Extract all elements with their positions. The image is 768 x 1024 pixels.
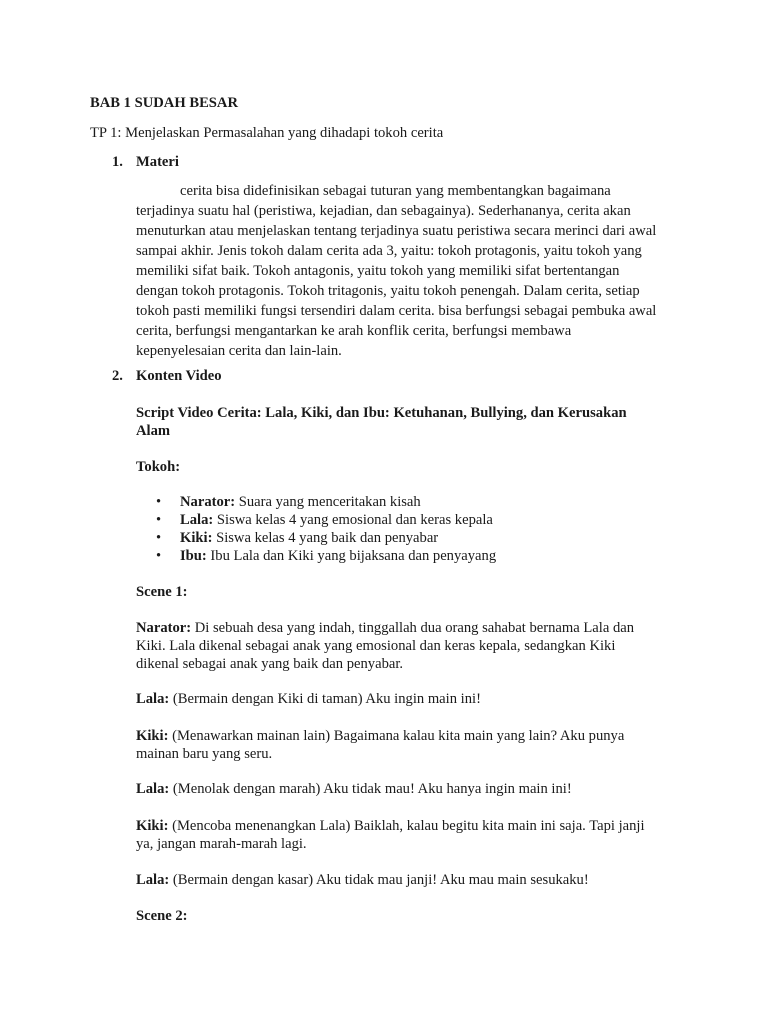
list-item [180,511,493,529]
section-2-title: Konten Video [136,368,222,384]
list-item [180,547,496,565]
script-title-line: Script Video Cerita: Lala, Kiki, dan Ibu: Ketuhanan, Bullying, dan Kerusakan [136,405,627,421]
scene-2-heading: Scene 2: [136,908,188,924]
dialogue-kiki [136,727,676,763]
dialogue-text: dikenal sebagai anak yang baik dan penyabar. [136,656,404,672]
paragraph-line: kepenyelesaian cerita dan lain-lain. [136,343,342,359]
speaker-name: Lala: [136,691,170,707]
script-title-line: Alam [136,423,171,439]
dialogue-text: (Mencoba menenangkan Lala) Baiklah, kalau begitu kita main ini saja. Tapi janji [168,818,645,834]
dialogue-text: Di sebuah desa yang indah, tinggallah dua orang sahabat bernama Lala dan [191,620,635,636]
speaker-name: Narator: [136,620,192,636]
paragraph-line: dengan tokoh protagonis. Tokoh tritagonis, yaitu tokoh penengah. Dalam cerita, setiap [136,283,640,299]
paragraph-line: memiliki sifat baik. Tokoh antagonis, yaitu tokoh yang memiliki sifat bertentangan [136,263,620,279]
bullet-icon: • [156,530,162,546]
dialogue-text: mainan baru yang seru. [136,746,273,762]
dialogue-text: ya, jangan marah-marah lagi. [136,836,307,852]
dialogue-text: (Bermain dengan kasar) Aku tidak mau janji! Aku mau main sesukaku! [169,872,589,888]
dialogue-text: Kiki. Lala dikenal sebagai anak yang emosional dan keras kepala, sedangkan Kiki [136,638,616,654]
speaker-name: Lala: [136,872,170,888]
tokoh-name: Kiki: [180,530,213,546]
learning-objective: TP 1: Menjelaskan Permasalahan yang dihadapi tokoh cerita [90,125,444,141]
speaker-name: Kiki: [136,728,169,744]
tokoh-desc: Siswa kelas 4 yang emosional dan keras kepala [213,512,493,528]
dialogue-text: (Bermain dengan Kiki di taman) Aku ingin main ini! [169,691,481,707]
tokoh-name: Ibu: [180,548,207,564]
bullet-icon: • [156,548,162,564]
dialogue-lala [136,690,676,708]
bullet-icon: • [156,494,162,510]
tokoh-name: Narator: [180,494,236,510]
dialogue-text: (Menawarkan mainan lain) Bagaimana kalau kita main yang lain? Aku punya [168,728,625,744]
dialogue-lala [136,780,676,798]
chapter-title: BAB 1 SUDAH BESAR [90,95,238,111]
tokoh-name: Lala: [180,512,214,528]
dialogue-text: (Menolak dengan marah) Aku tidak mau! Aku hanya ingin main ini! [169,781,572,797]
tokoh-desc: Suara yang menceritakan kisah [235,494,421,510]
scene-1-heading: Scene 1: [136,584,188,600]
tokoh-desc: Siswa kelas 4 yang baik dan penyabar [212,530,439,546]
dialogue-lala [136,871,676,889]
speaker-name: Kiki: [136,818,169,834]
list-item [180,493,421,511]
section-1-number: 1. [112,154,123,170]
section-2-number: 2. [112,368,123,384]
section-1-paragraph [136,182,676,362]
section-1-title: Materi [136,154,179,170]
paragraph-line: sampai akhir. Jenis tokoh dalam cerita ada 3, yaitu: tokoh protagonis, yaitu tokoh yang [136,243,642,259]
list-item [180,529,438,547]
speaker-name: Lala: [136,781,170,797]
paragraph-line: terjadinya suatu hal (peristiwa, kejadian, dan sebagainya). Sederhananya, cerita akan [136,203,631,219]
paragraph-line: cerita bisa didefinisikan sebagai tuturan yang membentangkan bagaimana [180,183,611,199]
dialogue-narator [136,619,676,673]
paragraph-line: menuturkan atau menjelaskan tentang terjadinya suatu peristiwa secara merinci dari awal [136,223,657,239]
paragraph-line: cerita, berfungsi mengantarkan ke arah konflik cerita, berfungsi membawa [136,323,572,339]
tokoh-heading: Tokoh: [136,459,181,475]
dialogue-kiki [136,817,676,853]
tokoh-desc: Ibu Lala dan Kiki yang bijaksana dan penyayang [206,548,497,564]
paragraph-line: tokoh pasti memiliki fungsi tersendiri dalam cerita. bisa berfungsi sebagai pembuka awal [136,303,657,319]
bullet-icon: • [156,512,162,528]
script-title [136,404,676,440]
